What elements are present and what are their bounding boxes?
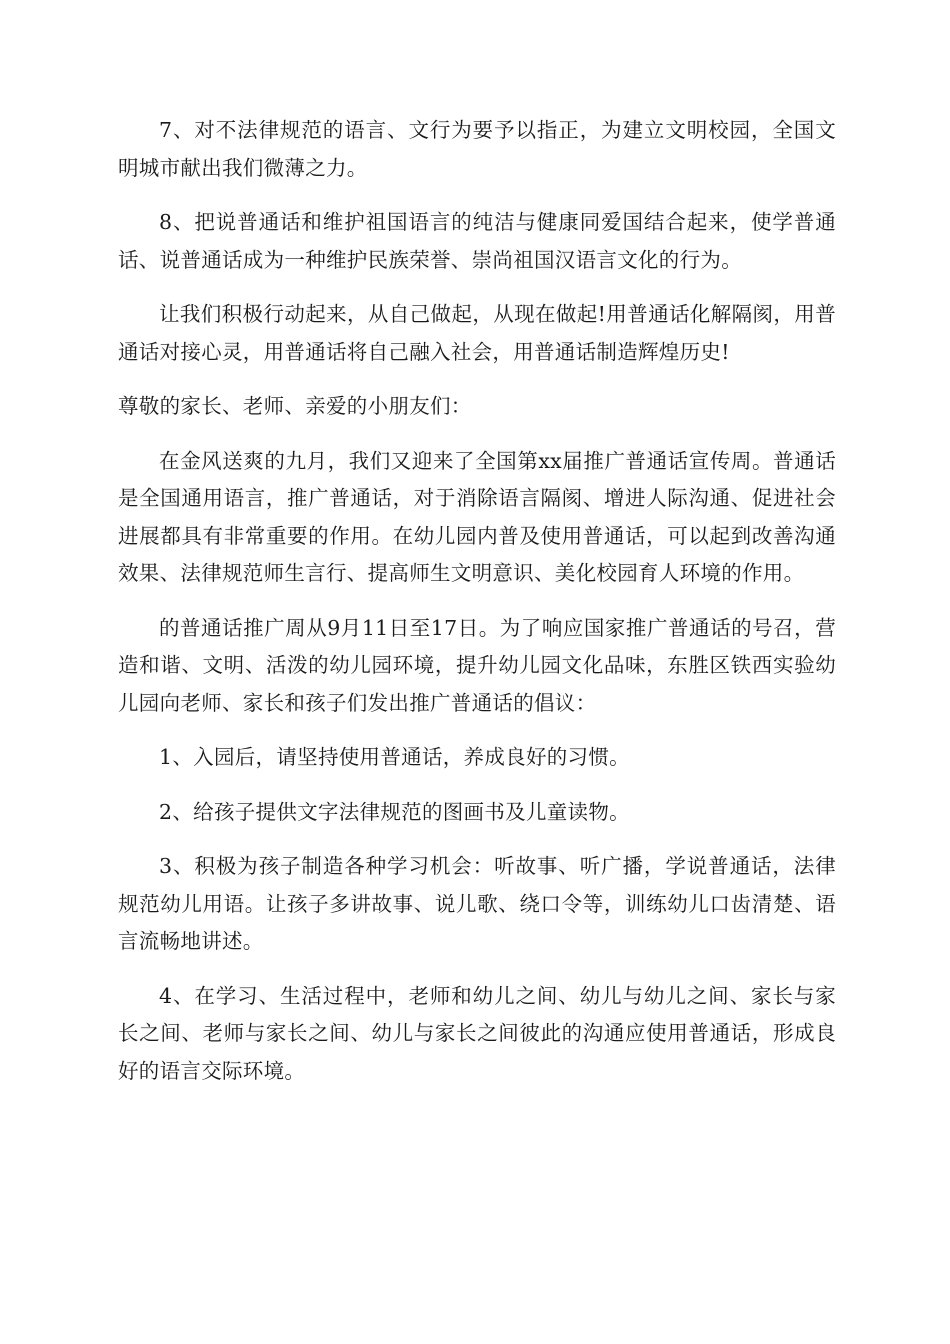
paragraph-item-8: 8、把说普通话和维护祖国语言的纯洁与健康同爱国结合起来，使学普通话、说普通话成为一种维护民族荣誉、崇尚祖国汉语言文化的行为。 xyxy=(118,210,836,272)
paragraph-call-to-action: 让我们积极行动起来，从自己做起，从现在做起!用普通话化解隔阂，用普通话对接心灵，用普通话将自己融入社会，用普通话制造辉煌历史! xyxy=(118,302,836,364)
paragraph-item-4: 4、在学习、生活过程中，老师和幼儿之间、幼儿与幼儿之间、家长与家长之间、老师与家长之间、幼儿与家长之间彼此的沟通应使用普通话，形成良好的语言交际环境。 xyxy=(118,983,836,1083)
paragraph-item-3: 3、积极为孩子制造各种学习机会：听故事、听广播，学说普通话，法律规范幼儿用语。让孩子多讲故事、说儿歌、绕口令等，训练幼儿口齿清楚、语言流畅地讲述。 xyxy=(118,854,836,953)
paragraph-item-1: 1、入园后，请坚持使用普通话，养成良好的习惯。 xyxy=(159,745,630,769)
paragraph-intro: 在金风送爽的九月，我们又迎来了全国第xx届推广普通话宣传周。普通话是全国通用语言，推广普通话，对于消除语言隔阂、增进人际沟通、促进社会进展都具有非常重要的作用。在幼儿园内普及使用普通话，可以起到改善沟通效果、法律规范师生言行、提高师生文明意识、美化校园育人环境的作用。 xyxy=(118,448,836,585)
paragraph-proposal: 的普通话推广周从9月11日至17日。为了响应国家推广普通话的号召，营造和谐、文明、活泼的幼儿园环境，提升幼儿园文化品味，东胜区铁西实验幼儿园向老师、家长和孩子们发出推广普通话的倡议： xyxy=(118,615,836,715)
paragraph-item-2: 2、给孩子提供文字法律规范的图画书及儿童读物。 xyxy=(159,799,630,824)
paragraph-salutation: 尊敬的家长、老师、亲爱的小朋友们： xyxy=(118,394,472,418)
paragraph-item-7: 7、对不法律规范的语言、文行为要予以指正，为建立文明校园，全国文明城市献出我们微薄之力。 xyxy=(118,118,836,180)
document-body xyxy=(118,112,836,1107)
